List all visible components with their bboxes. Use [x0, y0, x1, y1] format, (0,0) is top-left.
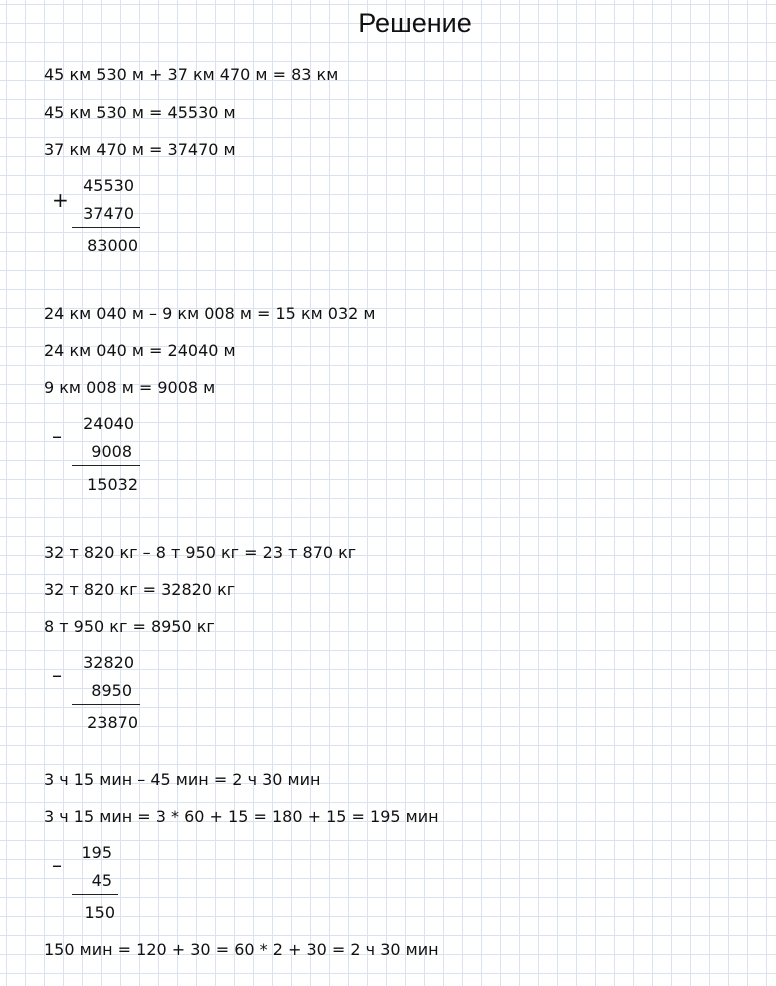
column-bottom-number: 45: [91, 871, 112, 890]
column-result: 23870: [87, 713, 138, 732]
column-result: 83000: [87, 236, 138, 255]
column-rule: [72, 894, 118, 895]
equation-line: 3 ч 15 мин = 3 * 60 + 15 = 180 + 15 = 195 мин: [44, 807, 439, 826]
minus-sign: –: [52, 853, 62, 877]
column-result: 150: [84, 903, 115, 922]
equation-line: 37 км 470 м = 37470 м: [44, 140, 236, 159]
equation-line: 32 т 820 кг = 32820 кг: [44, 580, 236, 599]
column-top-number: 45530: [83, 176, 134, 195]
column-top-number: 195: [81, 843, 112, 862]
minus-sign: –: [52, 663, 62, 687]
equation-line: 32 т 820 кг – 8 т 950 кг = 23 т 870 кг: [44, 543, 357, 562]
equation-line: 45 км 530 м = 45530 м: [44, 103, 236, 122]
column-subtraction: [0, 412, 138, 502]
column-subtraction: [0, 841, 115, 931]
column-top-number: 24040: [83, 414, 134, 433]
column-rule: [72, 465, 140, 466]
equation-line: 24 км 040 м – 9 км 008 м = 15 км 032 м: [44, 304, 376, 323]
plus-sign: +: [52, 188, 69, 212]
column-rule: [72, 227, 140, 228]
minus-sign: –: [52, 424, 62, 448]
equation-line: 8 т 950 кг = 8950 кг: [44, 617, 215, 636]
column-result: 15032: [87, 475, 138, 494]
page-title: Решение: [358, 8, 472, 38]
column-addition: [0, 174, 138, 264]
column-bottom-number: 37470: [83, 204, 134, 223]
equation-line: 9 км 008 м = 9008 м: [44, 378, 216, 397]
equation-line: 24 км 040 м = 24040 м: [44, 341, 236, 360]
column-subtraction: [0, 651, 138, 741]
equation-line: 150 мин = 120 + 30 = 60 * 2 + 30 = 2 ч 30 мин: [44, 940, 439, 959]
column-rule: [72, 704, 140, 705]
column-bottom-number: 9008: [91, 442, 132, 461]
equation-line: 45 км 530 м + 37 км 470 м = 83 км: [44, 65, 339, 84]
column-top-number: 32820: [83, 653, 134, 672]
column-bottom-number: 8950: [91, 681, 132, 700]
equation-line: 3 ч 15 мин – 45 мин = 2 ч 30 мин: [44, 770, 321, 789]
